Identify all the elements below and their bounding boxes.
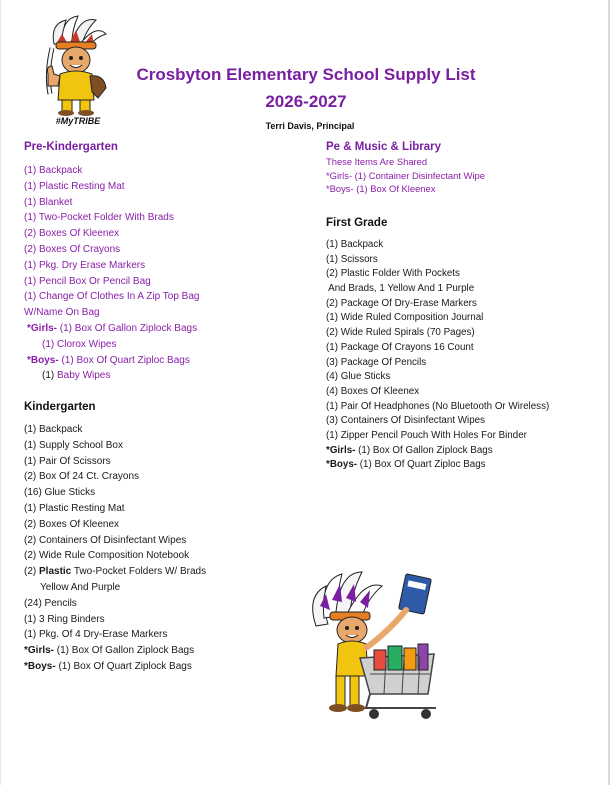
list-item: (4) Glue Sticks	[326, 371, 391, 383]
prek-girls-item	[24, 321, 199, 337]
prek-girls-item-2	[24, 337, 199, 353]
prek-heading: Pre-Kindergarten	[24, 141, 118, 153]
list-item: (1) Backpack	[24, 424, 83, 435]
boys-label: *Boys-	[27, 354, 59, 366]
pe-subheading: These Items Are Shared	[326, 156, 428, 167]
girls-label: *Girls-	[24, 645, 55, 657]
item-bold: Plastic	[39, 566, 72, 578]
list-item: (1) Pair Of Headphones (No Bluetooth Or Wireless)	[326, 400, 550, 412]
list-item: (2) Boxes Of Crayons	[24, 243, 121, 255]
list-item: (24) Pencils	[24, 597, 77, 609]
list-item: (1) Pkg. Of 4 Dry-Erase Markers	[24, 629, 168, 641]
page-left-edge	[0, 0, 1, 785]
girls-item-text: (1) Box Of Gallon Ziplock Bags	[57, 322, 198, 334]
list-item: (1) Pkg. Dry Erase Markers	[24, 259, 146, 271]
first-girls-item	[326, 444, 549, 459]
list-item: (1) Change Of Clothes In A Zip Top Bag	[24, 291, 200, 303]
item-qty: (1)	[42, 338, 57, 350]
list-item: (3) Package Of Pencils	[326, 356, 427, 368]
list-item: (1) 3 Ring Binders	[24, 613, 105, 625]
list-item: (1) Plastic Resting Mat	[24, 502, 125, 514]
kindergarten-heading: Kindergarten	[24, 401, 96, 413]
shopping-cart-icon	[360, 644, 436, 719]
boys-item-text: (1) Box Of Quart Ziploc Bags	[357, 459, 486, 471]
list-item: (2) Wide Rule Composition Notebook	[24, 550, 190, 562]
list-item: (2) Package Of Dry-Erase Markers	[326, 297, 477, 309]
list-item: (2) Box Of 24 Ct. Crayons	[24, 471, 140, 483]
list-item: (16) Glue Sticks	[24, 487, 96, 499]
item-text: Two-Pocket Folders W/ Brads	[71, 566, 207, 578]
list-item: (1) Two-Pocket Folder With Brads	[24, 212, 174, 224]
pe-boys-item: *Boys- (1) Box Of Kleenex	[326, 183, 436, 194]
pe-music-library-section	[326, 141, 485, 196]
prek-boys-item-2	[24, 368, 199, 384]
list-item: (2) Boxes Of Kleenex	[24, 228, 120, 240]
principal-name: Terri Davis, Principal	[265, 121, 355, 131]
logo-tag: #MyTRIBE	[55, 116, 101, 126]
list-item: (1) Backpack	[326, 239, 384, 250]
list-item	[24, 564, 206, 580]
first-grade-heading: First Grade	[326, 217, 388, 229]
list-item: (1) Blanket	[24, 196, 73, 208]
list-item: (1) Pencil Box Or Pencil Bag	[24, 275, 151, 287]
list-item: (1) Package Of Crayons 16 Count	[326, 341, 474, 353]
list-item: (1) Backpack	[24, 165, 83, 176]
list-item: (1) Scissors	[326, 253, 378, 265]
first-grade-section	[326, 217, 549, 473]
item-text: Baby Wipes	[57, 370, 111, 382]
prek-boys-item	[24, 353, 199, 369]
prek-section	[24, 141, 199, 384]
book-icon	[399, 574, 432, 615]
kinder-girls-item	[24, 643, 206, 659]
item-text: Clorox Wipes	[57, 338, 117, 350]
list-item: (1) Wide Ruled Composition Journal	[326, 312, 484, 324]
girls-item-text: (1) Box Of Gallon Ziplock Bags	[54, 645, 195, 657]
girls-label: *Girls-	[326, 444, 356, 456]
pe-heading: Pe & Music & Library	[326, 141, 442, 153]
boys-label: *Boys-	[24, 660, 56, 672]
list-item: (4) Boxes Of Kleenex	[326, 385, 420, 397]
girls-label: *Girls-	[27, 322, 58, 334]
item-qty: (1)	[42, 370, 57, 382]
list-item: (1) Plastic Resting Mat	[24, 180, 125, 192]
first-boys-item	[326, 458, 549, 473]
kinder-boys-item	[24, 659, 206, 675]
kindergarten-section	[24, 401, 206, 675]
list-item: (2) Boxes Of Kleenex	[24, 518, 120, 530]
mascot-logo	[40, 14, 118, 126]
list-item: W/Name On Bag	[24, 307, 100, 319]
school-year: 2026-2027	[265, 92, 347, 111]
list-item: (3) Containers Of Disinfectant Wipes	[326, 415, 485, 427]
boys-label: *Boys-	[326, 459, 358, 471]
shopping-cart-mascot	[306, 566, 446, 726]
list-item: And Brads, 1 Yellow And 1 Purple	[326, 283, 475, 295]
list-item: (1) Supply School Box	[24, 439, 123, 451]
pe-girls-item: *Girls- (1) Container Disinfectant Wipe	[326, 169, 485, 181]
item-qty: (2)	[24, 566, 39, 578]
list-item: (2) Wide Ruled Spirals (70 Pages)	[326, 327, 475, 339]
boys-item-text: (1) Box Of Quart Ziplock Bags	[55, 660, 192, 672]
list-item: (1) Zipper Pencil Pouch With Holes For Binder	[326, 429, 527, 441]
list-item: (2) Containers Of Disinfectant Wipes	[24, 534, 187, 546]
page-title: Crosbyton Elementary School Supply List	[136, 65, 476, 84]
list-item: Yellow And Purple	[40, 581, 121, 593]
boys-item-text: (1) Box Of Quart Ziploc Bags	[58, 354, 190, 366]
list-item: (1) Pair Of Scissors	[24, 455, 111, 467]
girls-item-text: (1) Box Of Gallon Ziplock Bags	[355, 444, 493, 456]
list-item: (2) Plastic Folder With Pockets	[326, 268, 460, 280]
